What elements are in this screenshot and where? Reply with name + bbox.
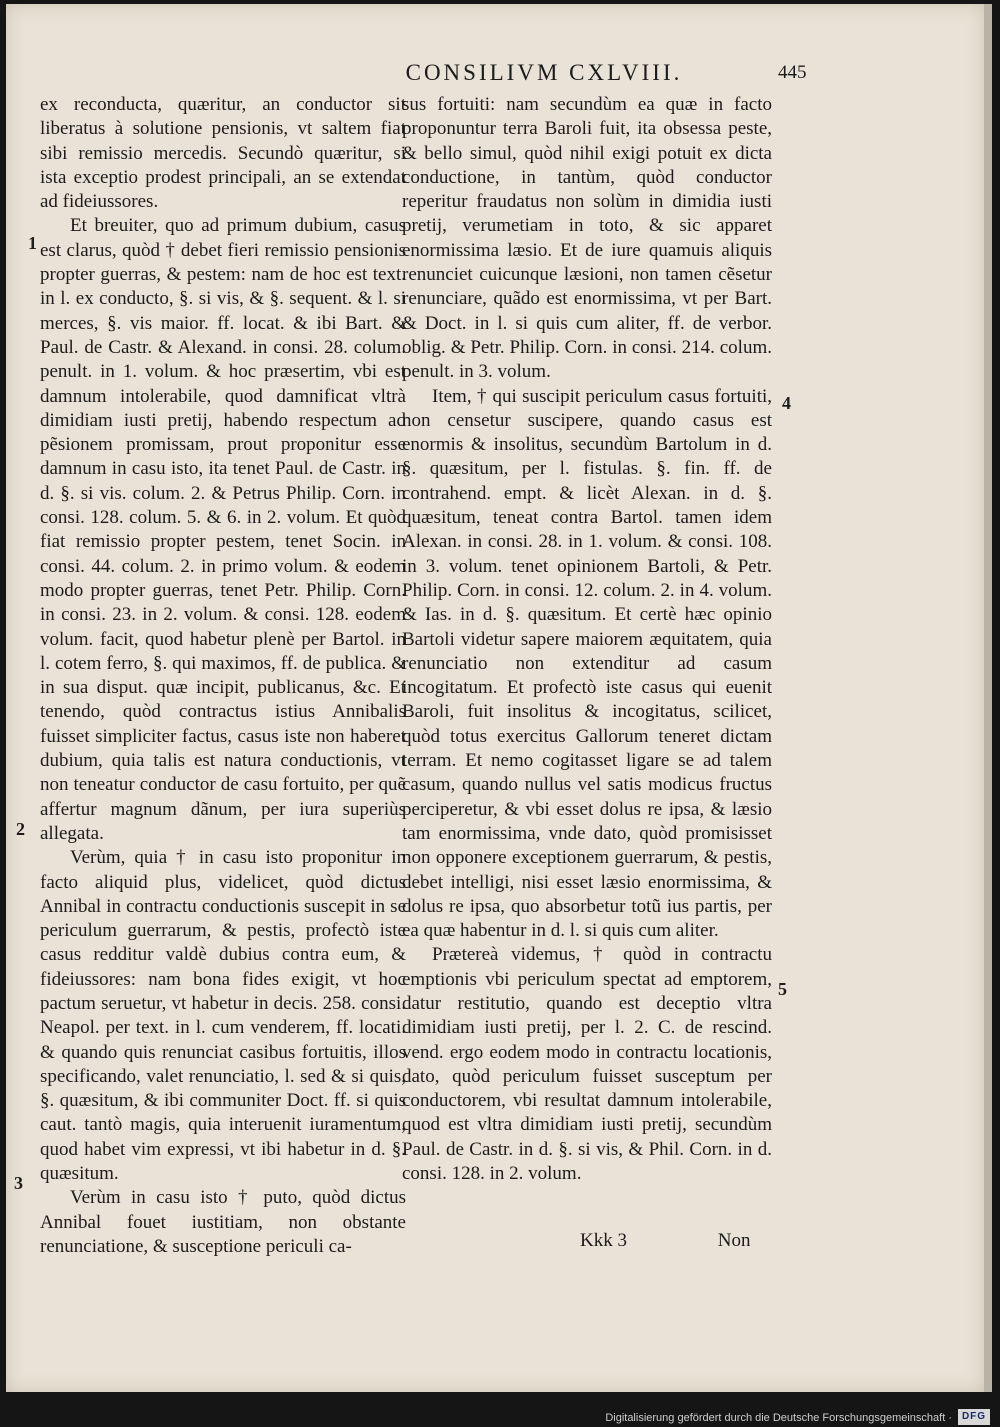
folio-number: 445 xyxy=(778,62,807,83)
margin-number: 1 xyxy=(28,233,37,253)
paragraph: Item, † qui suscipit periculum casus fortuiti, non censetur suscipere, quando casus est enormis & insolitus, secundùm Bartolum in d. §. quæsitum, per l. fistulas. §. fin. ff. de contrahend. empt. & licèt Alexan. in d. §. quæsitum, teneat contra Bartol. tamen idem Alexan. in consi. 28. in 1. volum. & consi. 108. in 3. volum. tenet opinionem Bartoli, & Petr. Philip. Corn. in consi. 12. colum. 2. in 4. volum. & Ias. in d. §. quæsitum. Et certè hæc opinio Bartoli videtur sapere maiorem æquitatem, quia renunciatio non extenditur ad casum incogitatum. Et profectò iste casus qui euenit Baroli, fuit insolitus & incogitatus, scilicet, quòd totus exercitus Gallorum teneret dictam terram. Et nemo cogitasset ligare se ad talem casum, quando nullus vel satis modicus fructus perciperetur, & vbi esset dolus re ipsa, & læsio tam enormissima, vnde dato, quòd promisisset non opponere exceptionem guerrarum, & pestis, debet intelligi, nisi esset læsio enormissima, & dolus re ipsa, quo absorbetur totũ ius partis, per ea quæ habentur in d. l. si quis cum aliter. xyxy=(402,385,772,942)
dfg-logo-icon: DFG xyxy=(958,1409,990,1425)
paragraph: Et breuiter, quo ad primum dubium, casus est clarus, quòd † debet fieri remissio pensionis propter guerras, & pestem: nam de hoc est text. in l. ex conducto, §. si vis, & §. sequent. & l. si merces, §. vis maior. ff. locat. & ibi Bart. & Paul. de Castr. & Alexand. in consi. 28. colum. penult. in 1. volum. & hoc præsertim, vbi est damnum intolerabile, quod damnificat vltrà dimidiam iusti pretij, habendo respectum ad pẽsionem promissam, prout proponitur esse damnum in casu isto, ita tenet Paul. de Castr. in d. §. si vis. colum. 2. & Petrus Philip. Corn. in consi. 128. colum. 5. & 6. in 2. volum. Et quòd fiat remissio propter pestem, tenet Socin. in consi. 44. colum. 2. in primo volum. & eodem modo propter guerras, tenet Petr. Philip. Corn. in consi. 23. in 2. volum. & consi. 128. eodem volum. facit, quod habetur plenè per Bartol. in l. cotem ferro, §. qui maximos, ff. de publica. & in sua disput. quæ incipit, publicanus, &c. Et tenendo, quòd contractus istius Annibalis fuisset simpliciter factus, casus iste non haberet dubium, quia talis est natura conductionis, vt non teneatur conductor de casu fortuito, per quẽ affertur magnum dãnum, per iura superiùs allegata. xyxy=(40,215,406,844)
paragraph: Prætereà videmus, † quòd in contractu emptionis vbi periculum spectat ad emptorem, datur restitutio, quando est deceptio vltra dimidiam iusti pretij, per l. 2. C. de rescind. vend. ergo eodem modo in contractu locationis, dato, quòd periculum fuisset susceptum per conductorem, vbi resultat damnum intolerabile, quod est vltra dimidiam iusti pretij, secundùm Paul. de Castr. in d. §. si vis, & Phil. Corn. in d. consi. 128. in 2. volum. xyxy=(402,944,772,1185)
page-edge xyxy=(984,4,992,1392)
margin-number: 4 xyxy=(782,393,791,413)
margin-number: 5 xyxy=(778,979,787,999)
running-title: CONSILIVM CXLVIII. xyxy=(405,60,683,85)
footer-credit: Digitalisierung gefördert durch die Deutsche Forschungsgemeinschaft · xyxy=(605,1412,952,1424)
paragraph: ex reconducta, quæritur, an conductor sit liberatus à solutione pensionis, vt saltem fiat sibi remissio mercedis. Secundò quæritur, si ista exceptio prodest principali, an se extendat ad fideiussores. xyxy=(40,94,406,213)
paragraph: Verùm in casu isto † puto, quòd dictus Annibal fouet iustitiam, non obstante renunciatione, & susceptione periculi ca- xyxy=(40,1187,406,1257)
left-column xyxy=(40,93,406,1259)
paragraph: sus fortuiti: nam secundùm ea quæ in facto proponuntur terra Baroli fuit, ita obsessa peste, & bello simul, quòd nihil exigi potuit ex dicta conductione, in tantùm, quòd conductor reperitur fraudatus non solùm in dimidia iusti pretij, verumetiam in toto, & sic apparet enormissima læsio. Et de iure quamuis aliquis renunciet cuicunque læsioni, non tamen cẽsetur renunciare, quãdo est enormissima, vt per Bart. & Doct. in l. si quis cum aliter, ff. de verbor. oblig. & Petr. Philip. Corn. in consi. 214. colum. penult. in 3. volum. xyxy=(402,94,772,383)
margin-number: 2 xyxy=(16,819,25,839)
right-column xyxy=(402,93,772,1186)
paragraph: Verùm, quia † in casu isto proponitur in facto aliquid plus, videlicet, quòd dictus Annibal in contractu conductionis suscepit in se periculum guerrarum, & pestis, profectò iste casus redditur valdè dubius contra eum, & fideiussores: nam bona fides exigit, vt hoc pactum seruetur, vt habetur in decis. 258. consi. Neapol. per text. in l. cum venderem, ff. locati. & quando quis renunciat casibus fortuitis, illos specificando, valet renunciatio, l. sed & si quis, §. quæsitum, & ibi communiter Doct. ff. si quis caut. tantò magis, quia interuenit iuramentum, quod habet vim expressi, vt ibi habetur in d. §. quæsitum. xyxy=(40,847,406,1185)
signature-mark: Kkk 3 xyxy=(580,1230,627,1251)
margin-number: 3 xyxy=(14,1173,23,1193)
signature-line xyxy=(560,1227,820,1255)
catchword: Non xyxy=(717,1230,751,1251)
